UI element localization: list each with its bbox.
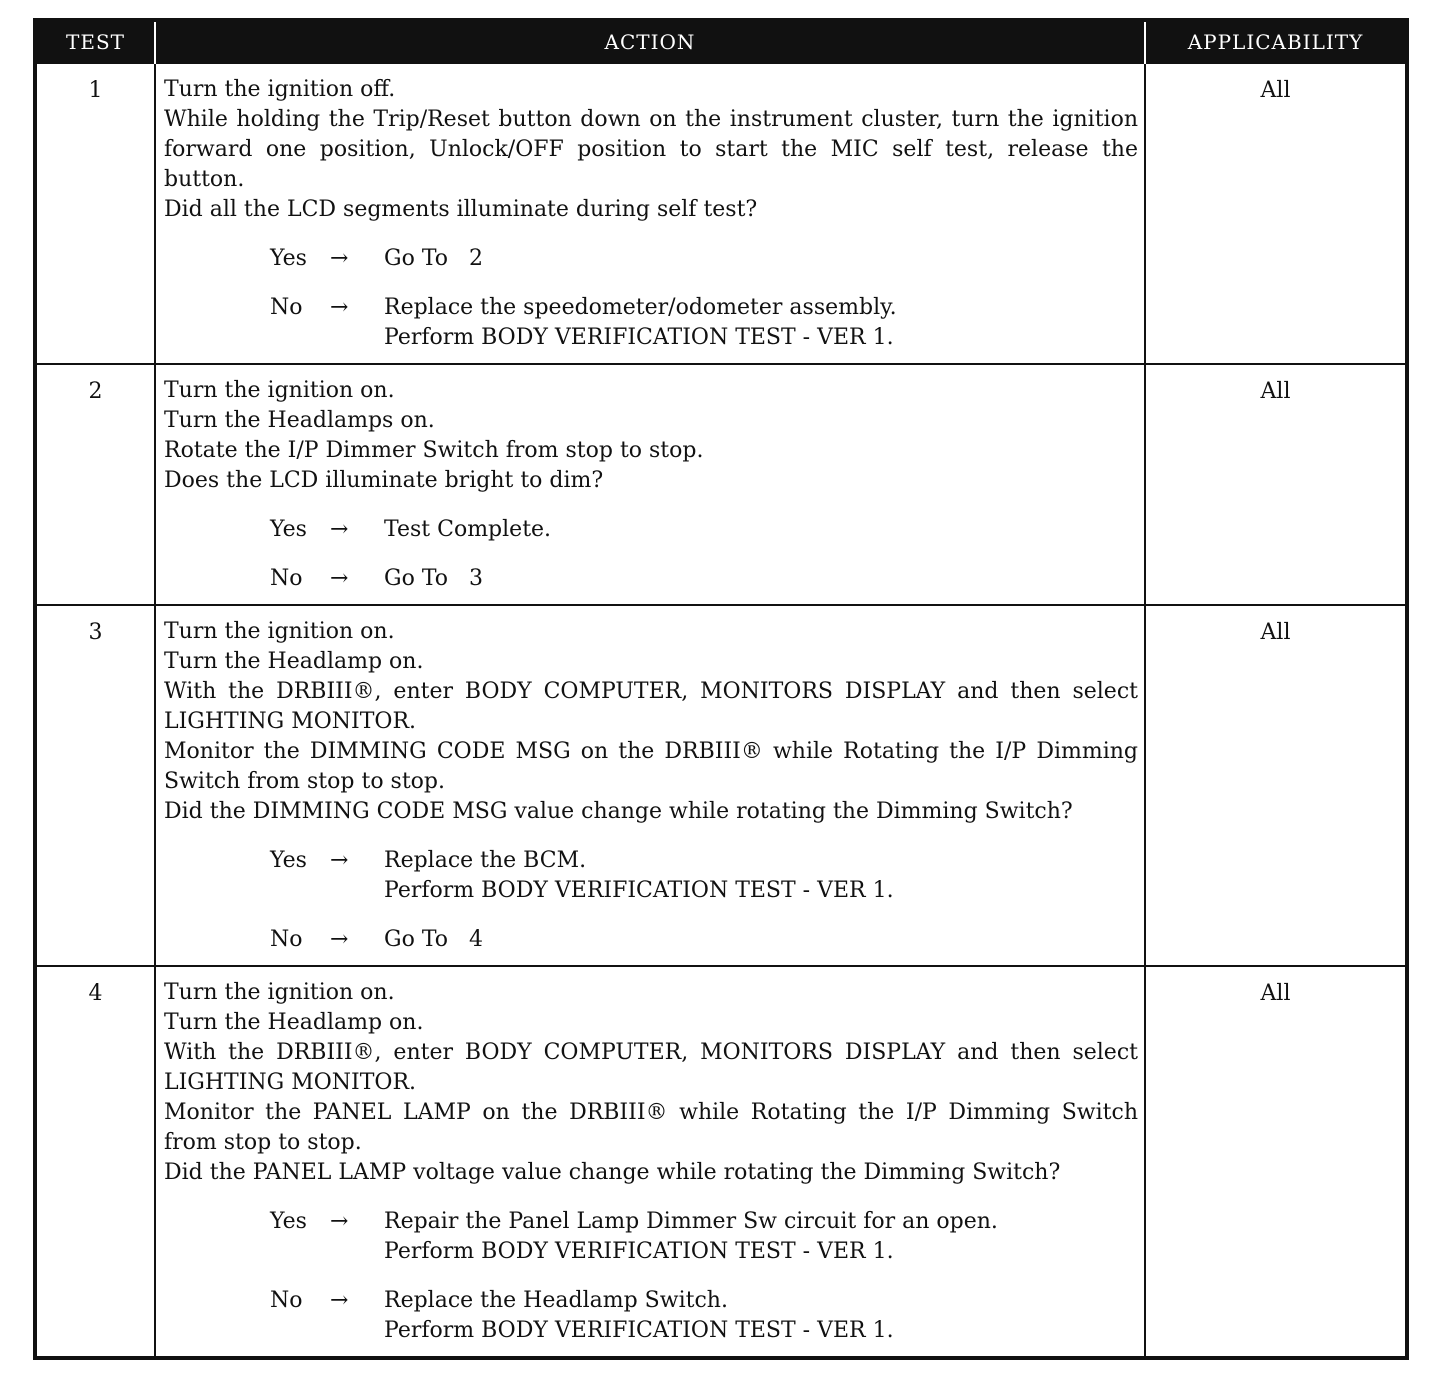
applicability-cell: All xyxy=(1145,63,1407,364)
outcome-line: Test Complete. xyxy=(384,517,552,542)
right-arrow-icon: → xyxy=(330,1209,349,1234)
outcome-no xyxy=(270,1286,1138,1346)
applicability-cell: All xyxy=(1145,605,1407,966)
outcome-line: Perform BODY VERIFICATION TEST - VER 1. xyxy=(384,1239,894,1264)
outcome-yes xyxy=(270,244,1138,274)
action-cell xyxy=(155,364,1145,605)
outcome-no xyxy=(270,925,1138,955)
action-step: Turn the Headlamp on. xyxy=(164,649,424,674)
outcome-label: No xyxy=(270,566,303,591)
table-header xyxy=(35,20,1407,63)
outcome-yes xyxy=(270,846,1138,906)
outcome-line: Perform BODY VERIFICATION TEST - VER 1. xyxy=(384,325,894,350)
test-number: 1 xyxy=(35,63,155,364)
outcome-text xyxy=(384,925,1138,955)
header-test: TEST xyxy=(35,20,155,63)
action-step: Turn the Headlamps on. xyxy=(164,408,435,433)
action-step: Monitor the PANEL LAMP on the DRBIII® while Rotating the I/P Dimming Switch from stop to stop. xyxy=(164,1100,1138,1155)
header-row xyxy=(35,20,1407,63)
outcome-label: Yes xyxy=(270,246,307,271)
right-arrow-icon: → xyxy=(330,566,349,591)
action-step: Turn the ignition off. xyxy=(164,77,396,102)
outcome-text xyxy=(384,564,1138,594)
right-arrow-icon: → xyxy=(330,848,349,873)
outcome-label: Yes xyxy=(270,848,307,873)
action-step: Turn the ignition on. xyxy=(164,378,395,403)
outcome-label: No xyxy=(270,295,303,320)
right-arrow-icon: → xyxy=(330,295,349,320)
applicability-cell: All xyxy=(1145,966,1407,1358)
applicability-cell: All xyxy=(1145,364,1407,605)
table-row xyxy=(35,364,1407,605)
outcome-no xyxy=(270,564,1138,594)
right-arrow-icon: → xyxy=(330,517,349,542)
outcome-label: No xyxy=(270,927,303,952)
action-step: Did all the LCD segments illuminate during self test? xyxy=(164,197,758,222)
header-applicability: APPLICABILITY xyxy=(1145,20,1407,63)
action-step: With the DRBIII®, enter BODY COMPUTER, MONITORS DISPLAY and then select LIGHTING MONITOR. xyxy=(164,679,1138,734)
outcome-text xyxy=(384,846,1138,906)
right-arrow-icon: → xyxy=(330,927,349,952)
test-number: 3 xyxy=(35,605,155,966)
table-row xyxy=(35,605,1407,966)
table-row xyxy=(35,966,1407,1358)
outcome-text xyxy=(384,515,1138,545)
outcome-text xyxy=(384,293,1138,353)
action-cell xyxy=(155,966,1145,1358)
action-cell xyxy=(155,63,1145,364)
action-step: Turn the ignition on. xyxy=(164,980,395,1005)
outcome-line: Perform BODY VERIFICATION TEST - VER 1. xyxy=(384,878,894,903)
outcome-text xyxy=(384,1286,1138,1346)
outcome-line: Go To 3 xyxy=(384,566,483,591)
table-row xyxy=(35,63,1407,364)
action-step: Turn the Headlamp on. xyxy=(164,1010,424,1035)
header-action: ACTION xyxy=(155,20,1145,63)
outcome-line: Replace the speedometer/odometer assembly. xyxy=(384,295,897,320)
outcome-line: Replace the BCM. xyxy=(384,848,587,873)
action-step: Monitor the DIMMING CODE MSG on the DRBIII® while Rotating the I/P Dimming Switch from stop to stop. xyxy=(164,739,1138,794)
outcome-no xyxy=(270,293,1138,353)
action-step: Turn the ignition on. xyxy=(164,619,395,644)
action-step: Did the DIMMING CODE MSG value change while rotating the Dimming Switch? xyxy=(164,799,1073,824)
outcome-label: No xyxy=(270,1288,303,1313)
table-body xyxy=(35,63,1407,1358)
outcome-line: Go To 4 xyxy=(384,927,483,952)
action-step: Did the PANEL LAMP voltage value change while rotating the Dimming Switch? xyxy=(164,1160,1061,1185)
test-number: 2 xyxy=(35,364,155,605)
action-step: With the DRBIII®, enter BODY COMPUTER, MONITORS DISPLAY and then select LIGHTING MONITOR. xyxy=(164,1040,1138,1095)
diagnostic-test-table xyxy=(33,18,1409,1360)
action-step: Rotate the I/P Dimmer Switch from stop to stop. xyxy=(164,438,704,463)
right-arrow-icon: → xyxy=(330,246,349,271)
outcome-yes xyxy=(270,1207,1138,1267)
outcome-yes xyxy=(270,515,1138,545)
action-step: Does the LCD illuminate bright to dim? xyxy=(164,468,604,493)
right-arrow-icon: → xyxy=(330,1288,349,1313)
action-step: While holding the Trip/Reset button down on the instrument cluster, turn the ignition forward one position, Unlock/OFF position to start the MIC self test, release the button. xyxy=(164,107,1138,192)
outcome-line: Go To 2 xyxy=(384,246,483,271)
outcome-label: Yes xyxy=(270,517,307,542)
outcome-line: Perform BODY VERIFICATION TEST - VER 1. xyxy=(384,1318,894,1343)
outcome-line: Repair the Panel Lamp Dimmer Sw circuit for an open. xyxy=(384,1209,998,1234)
outcome-line: Replace the Headlamp Switch. xyxy=(384,1288,728,1313)
outcome-text xyxy=(384,244,1138,274)
action-cell xyxy=(155,605,1145,966)
test-number: 4 xyxy=(35,966,155,1358)
outcome-label: Yes xyxy=(270,1209,307,1234)
outcome-text xyxy=(384,1207,1138,1267)
